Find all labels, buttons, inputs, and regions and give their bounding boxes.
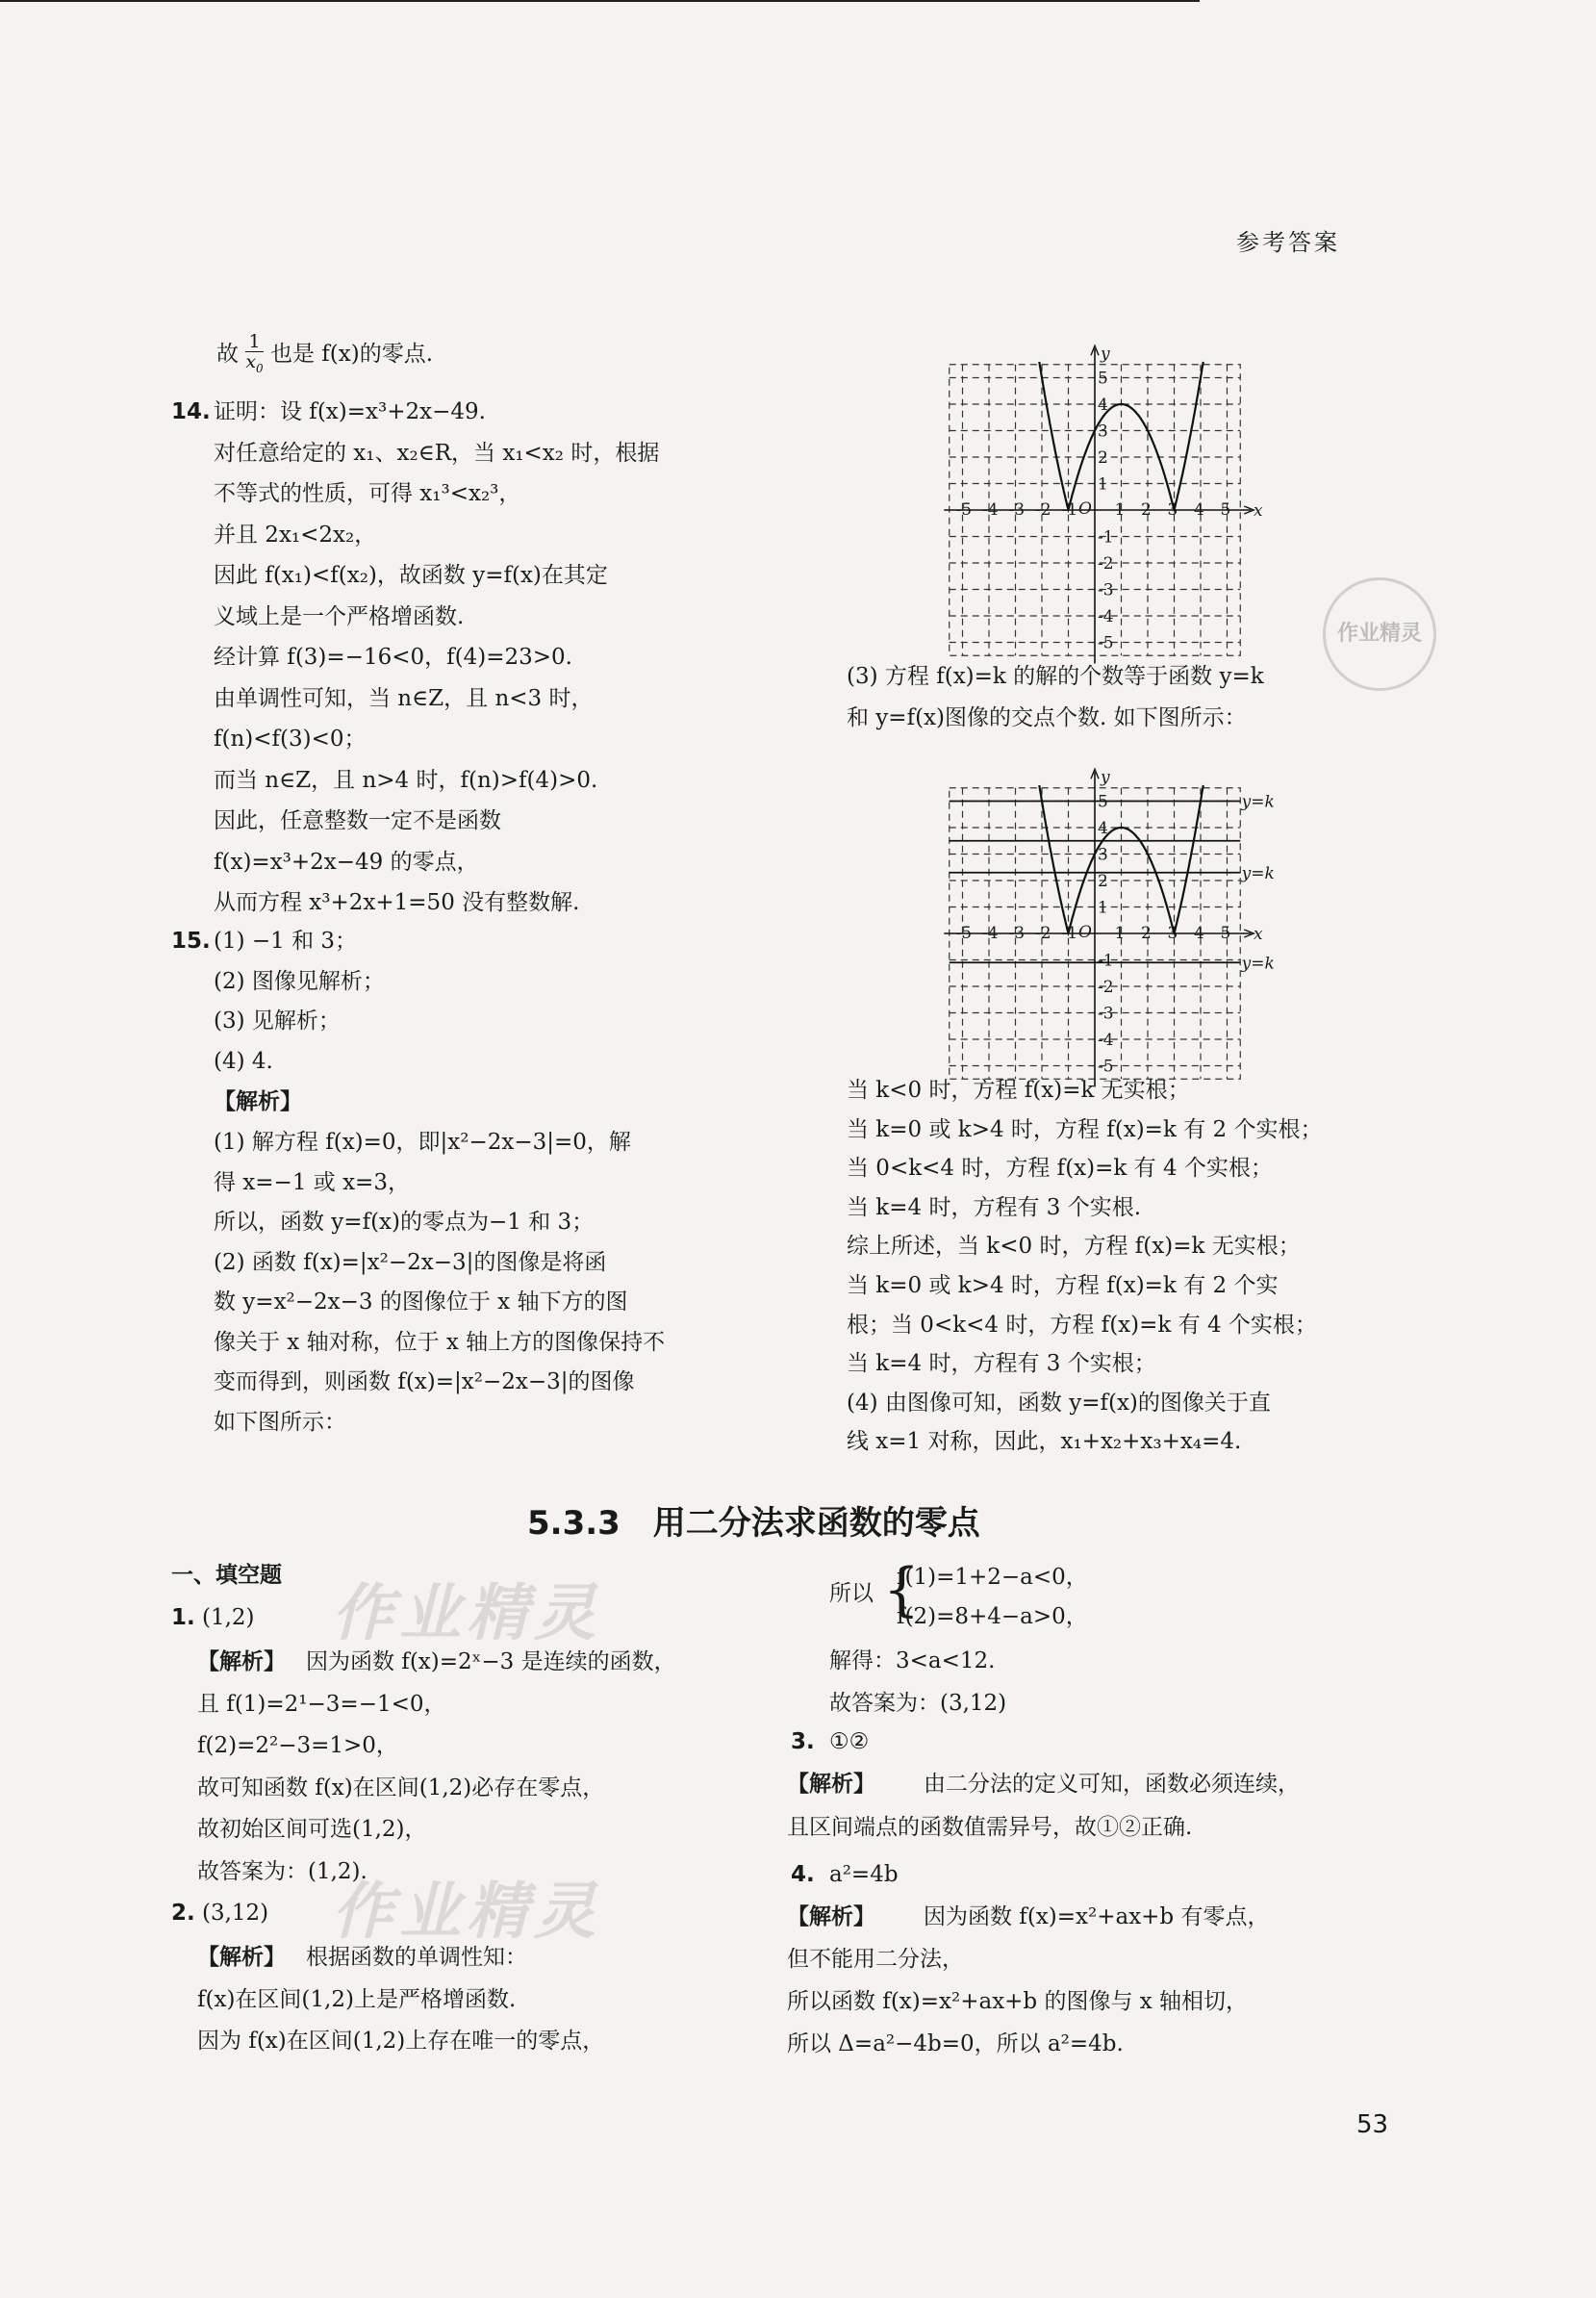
fraction: [245, 332, 263, 378]
x-tick-label: 2: [1141, 500, 1152, 520]
text-line: 故答案为：(3,12): [829, 1690, 1007, 1716]
x-tick-label: -4: [982, 500, 999, 520]
x-tick-label: -4: [982, 924, 999, 943]
analysis-line: 根据函数的单调性知：: [306, 1945, 527, 1970]
x-tick-label: 4: [1194, 500, 1204, 520]
text-line: 当 k=4 时，方程有 3 个实根；: [847, 1351, 1156, 1377]
text-line: 当 k=0 或 k>4 时，方程 f(x)=k 有 2 个实: [847, 1273, 1279, 1298]
analysis-line: 且区间端点的函数值需异号，故①②正确.: [787, 1815, 1193, 1840]
system-eq-1: f(1)=1+2−a<0，: [897, 1565, 1088, 1590]
x-axis-label: x: [1254, 501, 1263, 521]
proof-line: 从而方程 x³+2x+1=50 没有整数解.: [214, 890, 580, 915]
q4-number: 4.: [791, 1862, 815, 1887]
text-line: 当 k=4 时，方程有 3 个实根.: [847, 1194, 1142, 1220]
analysis-line: 故答案为：(1,2).: [197, 1858, 367, 1884]
analysis-line: 所以 Δ=a²−4b=0，所以 a²=4b.: [787, 2031, 1124, 2056]
x-tick-label: 3: [1167, 924, 1178, 943]
answer-line: (1) −1 和 3；: [214, 929, 358, 954]
y-tick-label: -5: [1098, 633, 1114, 653]
analysis-line: 得 x=−1 或 x=3，: [214, 1169, 410, 1195]
system-brace: {: [883, 1556, 921, 1623]
text-line: 和 y=f(x)图像的交点个数. 如下图所示：: [847, 705, 1247, 730]
y-tick-label: -1: [1098, 527, 1114, 548]
proof-line: f(x)=x³+2x−49 的零点，: [214, 849, 479, 875]
x-tick-label: -3: [1008, 500, 1026, 520]
y-tick-label: 3: [1098, 845, 1108, 865]
y-tick-label: -4: [1098, 607, 1114, 626]
section-title: 5.3.3 用二分法求函数的零点: [527, 1504, 980, 1543]
k-line-label: y=k: [1241, 792, 1275, 812]
text-line: 线 x=1 对称，因此，x₁+x₂+x₃+x₄=4.: [847, 1429, 1242, 1455]
x-tick-label: 1: [1114, 500, 1126, 520]
answer-line: (3) 见解析；: [214, 1009, 341, 1034]
q15-analysis-label: 【解析】: [214, 1088, 302, 1114]
proof-line: 而当 n∈Z，且 n>4 时，f(n)>f(4)>0.: [214, 767, 598, 793]
analysis-line: 因为函数 f(x)=x²+ax+b 有零点，: [924, 1904, 1270, 1929]
q3-number: 3.: [791, 1729, 815, 1754]
page-number: 53: [1356, 2110, 1389, 2139]
origin-label: O: [1078, 499, 1092, 519]
analysis-line: (2) 函数 f(x)=|x²−2x−3|的图像是将函: [214, 1249, 607, 1275]
frac-rest: 也是 f(x)的零点.: [269, 341, 434, 367]
y-tick-label: -2: [1098, 554, 1114, 574]
x-tick-label: -2: [1035, 924, 1051, 943]
subsection-heading: 一、填空题: [171, 1563, 282, 1588]
proof-line: 经计算 f(3)=−16<0，f(4)=23>0.: [214, 645, 572, 670]
k-line-label: y=k: [1241, 954, 1275, 974]
x-axis-label: x: [1254, 925, 1263, 944]
text-line: 当 k=0 或 k>4 时，方程 f(x)=k 有 2 个实根；: [847, 1116, 1323, 1142]
text-line: 综上所述，当 k<0 时，方程 f(x)=k 无实根；: [847, 1234, 1301, 1260]
y-tick-label: 5: [1098, 792, 1108, 812]
graph-intersections: [938, 746, 1275, 1077]
frac-denominator: $x_0$: [245, 351, 264, 375]
watermark-2: 作业精灵: [332, 1876, 601, 1948]
proof-line: 对任意给定的 x₁、x₂∈R，当 x₁<x₂ 时，根据: [214, 440, 660, 466]
x-tick-label: -1: [1061, 924, 1078, 943]
q2-answer: (3,12): [202, 1901, 269, 1926]
y-tick-label: 5: [1098, 369, 1108, 389]
analysis-line: 且 f(1)=2¹−3=−1<0，: [197, 1691, 446, 1717]
analysis-line: 由二分法的定义可知，函数必须连续，: [924, 1772, 1300, 1797]
y-tick-label: 3: [1098, 421, 1108, 442]
analysis-line: 数 y=x²−2x−3 的图像位于 x 轴下方的图: [214, 1289, 628, 1315]
y-tick-label: -4: [1098, 1031, 1114, 1050]
text-line: 当 0<k<4 时，方程 f(x)=k 有 4 个实根；: [847, 1156, 1273, 1182]
proof-line: 证明：设 f(x)=x³+2x−49.: [214, 399, 486, 424]
y-tick-label: -3: [1098, 1004, 1114, 1024]
running-header: 参考答案: [1236, 229, 1340, 256]
y-tick-label: 1: [1098, 898, 1108, 918]
x-tick-label: 5: [1220, 500, 1231, 520]
q2-number: 2.: [171, 1901, 195, 1926]
analysis-line: 所以，函数 y=f(x)的零点为−1 和 3；: [214, 1210, 595, 1235]
x-tick-label: 1: [1114, 924, 1126, 943]
proof-line: 并且 2x₁<2x₂，: [214, 522, 377, 548]
text-line: (4) 由图像可知，函数 y=f(x)的图像关于直: [847, 1390, 1271, 1416]
proof-line: f(n)<f(3)<0；: [214, 727, 367, 752]
analysis-line: (1) 解方程 f(x)=0，即|x²−2x−3|=0，解: [214, 1130, 631, 1155]
y-tick-label: 2: [1098, 872, 1108, 891]
proof-line: 不等式的性质，可得 x₁³<x₂³，: [214, 481, 521, 506]
x-tick-label: -1: [1061, 500, 1078, 520]
x-tick-label: -5: [955, 500, 973, 520]
x-tick-label: -5: [955, 924, 973, 943]
system-eq-2: f(2)=8+4−a>0，: [897, 1604, 1088, 1629]
proof-line: 因此，任意整数一定不是函数: [214, 808, 501, 833]
text-line: 当 k<0 时，方程 f(x)=k 无实根；: [847, 1078, 1190, 1103]
y-axis-label: y: [1101, 768, 1110, 787]
q4-analysis-label: 【解析】: [787, 1903, 875, 1929]
proof-line: 因此 f(x₁)<f(x₂)，故函数 y=f(x)在其定: [214, 563, 608, 588]
header-rule: [0, 0, 1200, 2]
q1-analysis-label: 【解析】: [197, 1648, 286, 1674]
text-line: 解得：3<a<12.: [829, 1648, 996, 1673]
origin-label: O: [1078, 923, 1092, 942]
analysis-line: 因为 f(x)在区间(1,2)上存在唯一的零点，: [197, 2029, 605, 2054]
q4-answer: a²=4b: [829, 1862, 899, 1887]
graph-abs-quadratic: [938, 322, 1270, 653]
y-tick-label: 2: [1098, 448, 1108, 468]
analysis-line: 像关于 x 轴对称，位于 x 轴上方的图像保持不: [214, 1329, 666, 1355]
y-tick-label: -5: [1098, 1057, 1114, 1077]
q1-number: 1.: [171, 1605, 195, 1630]
q2-analysis-label: 【解析】: [197, 1944, 286, 1970]
y-axis-label: y: [1101, 345, 1110, 364]
text-line: (3) 方程 f(x)=k 的解的个数等于函数 y=k: [847, 664, 1264, 689]
answer-line: (2) 图像见解析；: [214, 968, 385, 994]
y-tick-label: 1: [1098, 474, 1108, 495]
analysis-line: 因为函数 f(x)=2ˣ−3 是连续的函数，: [306, 1649, 676, 1674]
answer-line: (4) 4.: [214, 1048, 273, 1074]
x-tick-label: 5: [1220, 924, 1231, 943]
frac-intro: 故: [216, 341, 239, 367]
q15-number: 15.: [171, 929, 211, 954]
q3-analysis-label: 【解析】: [787, 1771, 875, 1797]
analysis-line: 变而得到，则函数 f(x)=|x²−2x−3|的图像: [214, 1369, 635, 1394]
analysis-line: f(x)在区间(1,2)上是严格增函数.: [197, 1986, 517, 2012]
q1-answer: (1,2): [202, 1605, 255, 1630]
y-tick-label: -2: [1098, 978, 1114, 997]
x-tick-label: -3: [1008, 924, 1026, 943]
q2-cont-intro: 所以: [829, 1581, 874, 1606]
x-tick-label: 3: [1167, 500, 1178, 520]
watermark-1: 作业精灵: [332, 1577, 601, 1649]
x-tick-label: -2: [1035, 500, 1051, 520]
text-line: 根；当 0<k<4 时，方程 f(x)=k 有 4 个实根；: [847, 1312, 1317, 1338]
y-tick-label: 4: [1098, 819, 1108, 838]
analysis-line: 但不能用二分法，: [787, 1947, 964, 1972]
stamp-seal: 作业精灵: [1323, 577, 1436, 691]
analysis-line: f(2)=2²−3=1>0，: [197, 1733, 398, 1758]
fraction-line: [216, 332, 433, 378]
y-tick-label: 4: [1098, 396, 1108, 415]
q3-answer: ①②: [829, 1729, 870, 1754]
analysis-line: 故初始区间可选(1,2)，: [197, 1817, 427, 1842]
y-tick-label: -3: [1098, 580, 1114, 600]
y-tick-label: -1: [1098, 951, 1114, 971]
x-tick-label: 2: [1141, 924, 1152, 943]
analysis-line: 所以函数 f(x)=x²+ax+b 的图像与 x 轴相切，: [787, 1989, 1249, 2014]
proof-line: 由单调性可知，当 n∈Z，且 n<3 时，: [214, 685, 594, 711]
analysis-line: 如下图所示：: [214, 1409, 346, 1435]
k-line-label: y=k: [1241, 863, 1275, 883]
frac-numerator: 1: [245, 332, 263, 352]
analysis-line: 故可知函数 f(x)在区间(1,2)必存在零点，: [197, 1775, 605, 1800]
q14-number: 14.: [171, 399, 211, 424]
x-tick-label: 4: [1194, 924, 1204, 943]
proof-line: 义域上是一个严格增函数.: [214, 603, 465, 629]
